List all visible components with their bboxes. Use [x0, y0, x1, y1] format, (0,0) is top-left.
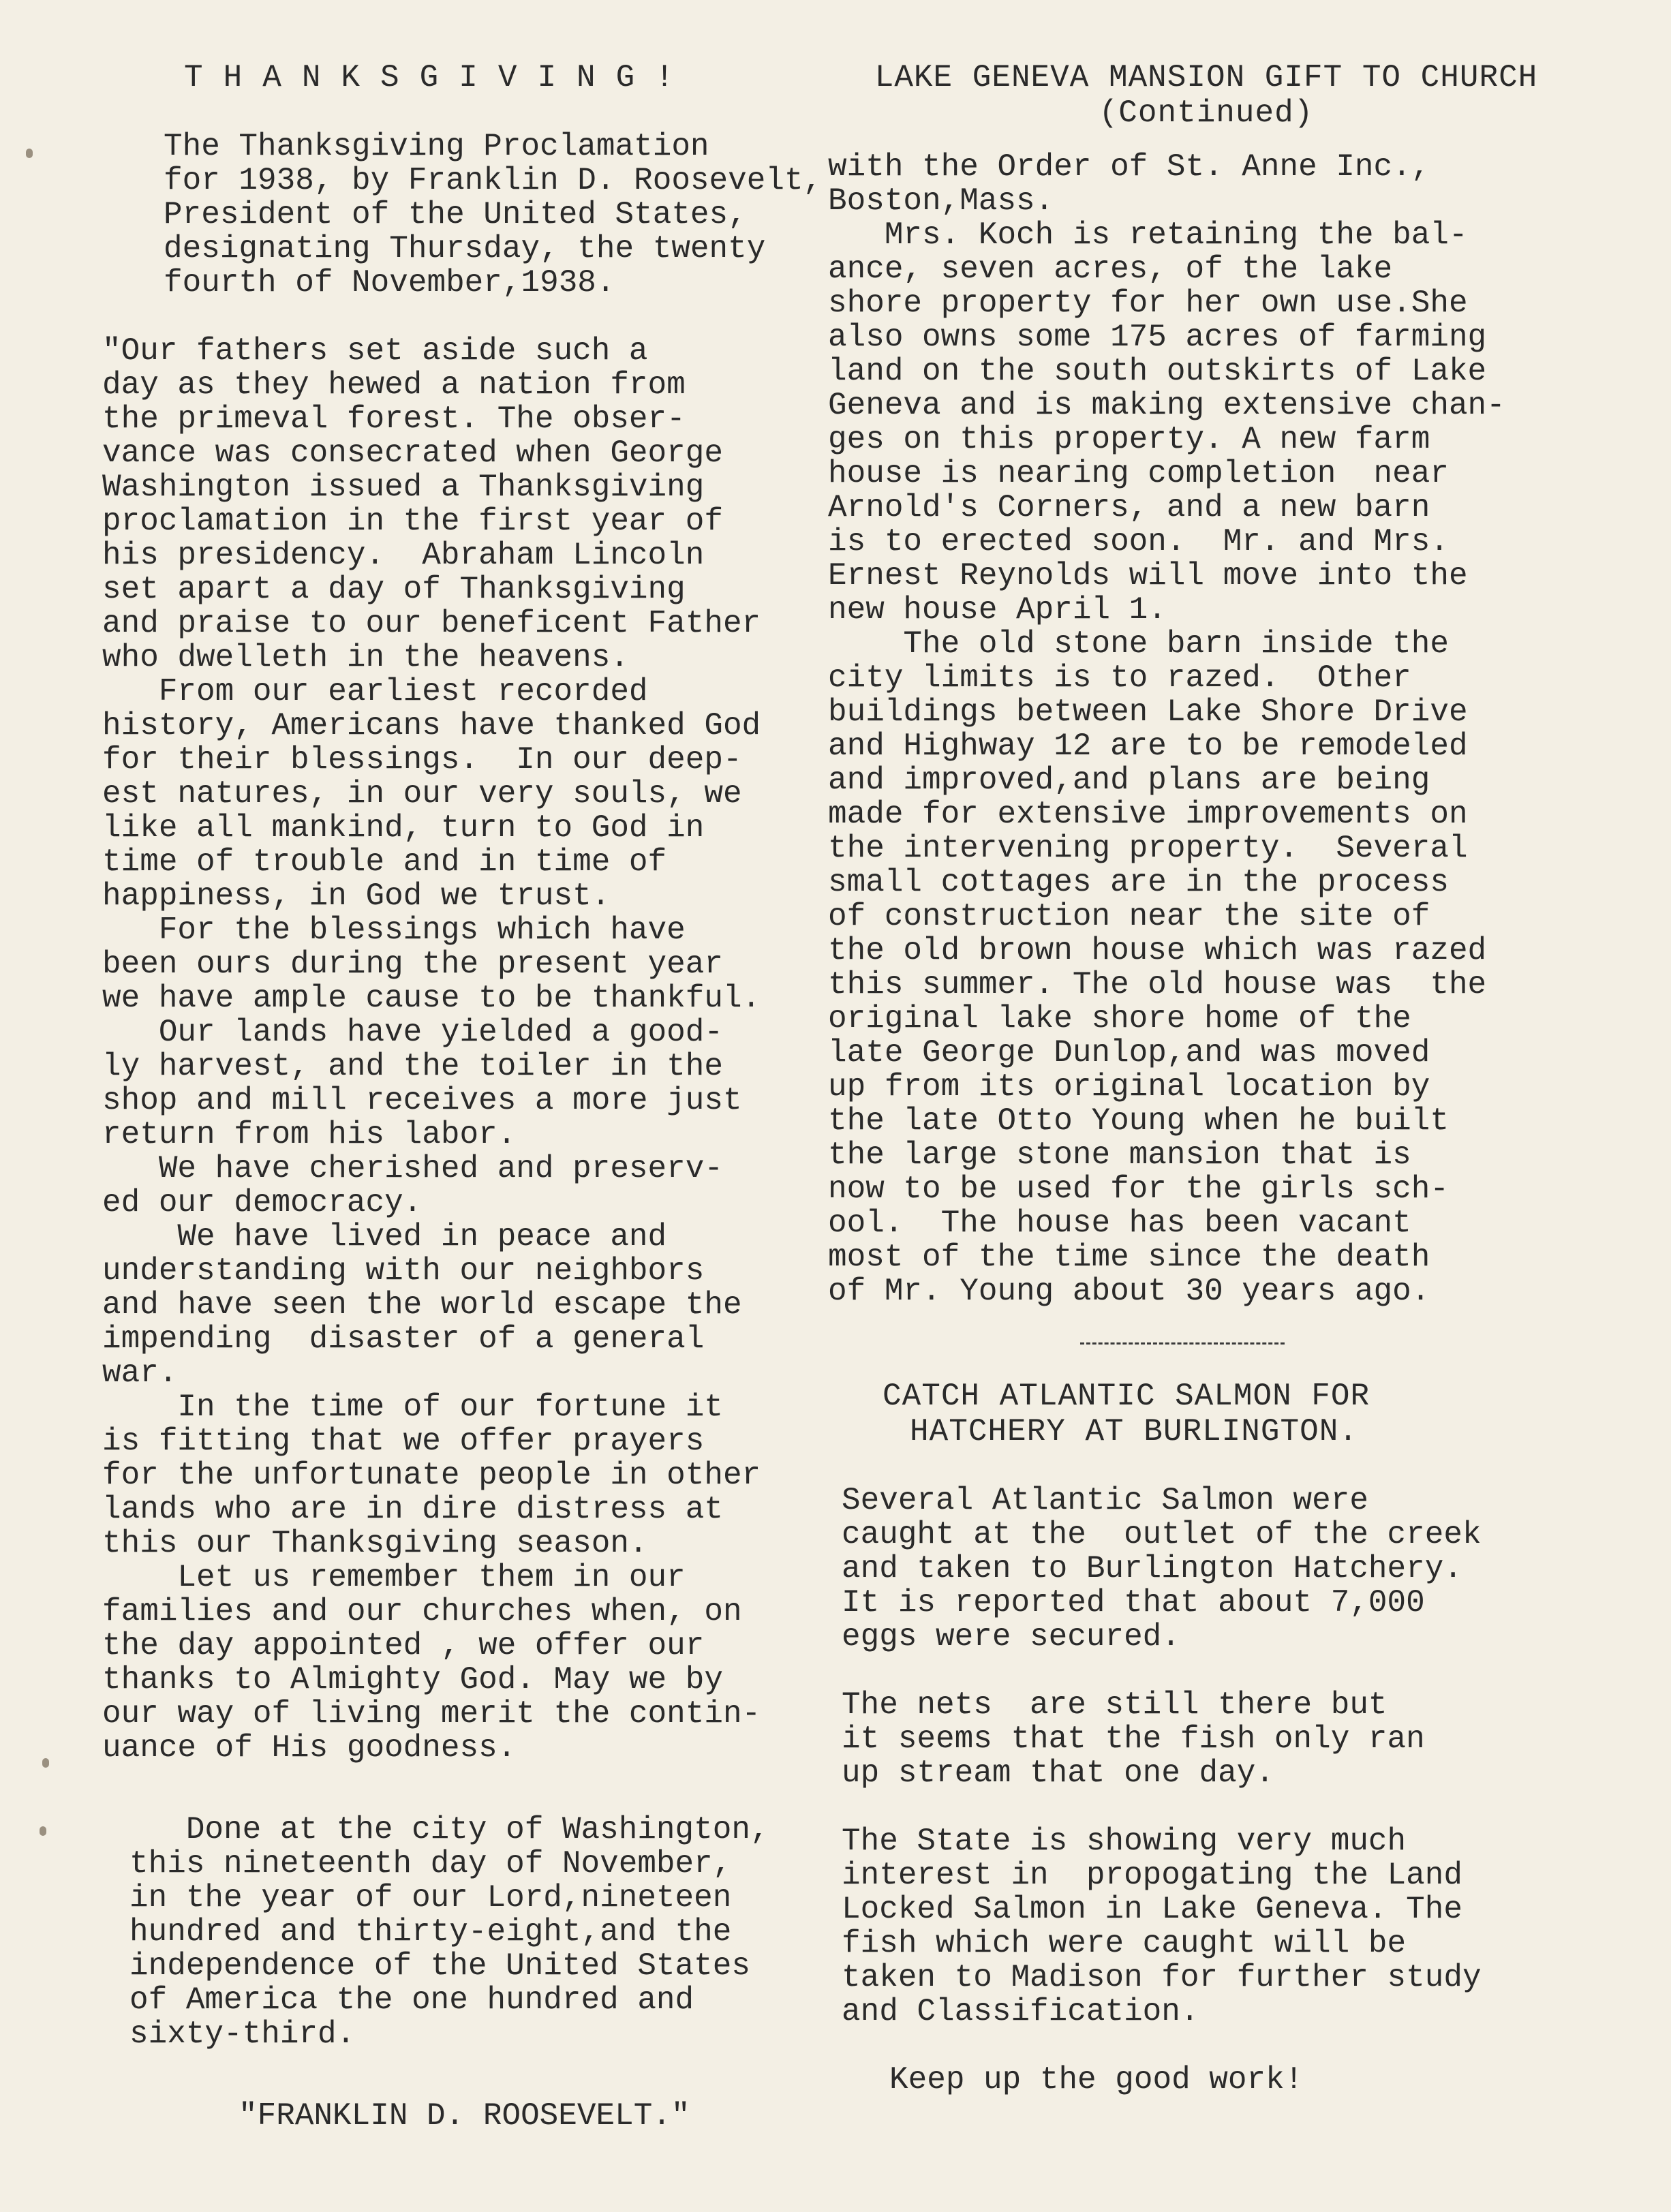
- text-line: the late Otto Young when he built: [828, 1103, 1449, 1139]
- text-line: President of the United States,: [164, 197, 747, 232]
- text-line: war.: [102, 1355, 178, 1391]
- text-line: Mrs. Koch is retaining the bal-: [828, 217, 1468, 253]
- text-line: his presidency. Abraham Lincoln: [102, 538, 705, 573]
- text-line: fish which were caught will be: [842, 1926, 1407, 1961]
- text-line: for 1938, by Franklin D. Roosevelt,: [164, 163, 823, 198]
- text-line: In the time of our fortune it: [102, 1389, 723, 1425]
- text-line: the intervening property. Several: [828, 831, 1468, 866]
- text-line: house is nearing completion near: [828, 456, 1449, 491]
- text-line: ly harvest, and the toiler in the: [102, 1049, 723, 1084]
- text-line: like all mankind, turn to God in: [102, 810, 705, 846]
- text-line: The old stone barn inside the: [828, 626, 1449, 662]
- text-line: set apart a day of Thanksgiving: [102, 572, 686, 607]
- salmon-paragraph-3: [828, 1824, 1584, 2029]
- text-line: designating Thursday, the twenty: [164, 231, 766, 266]
- text-line: in the year of our Lord,nineteen: [129, 1880, 732, 1916]
- text-line: Let us remember them in our: [102, 1560, 686, 1595]
- text-line: We have lived in peace and: [102, 1219, 667, 1255]
- text-line: ges on this property. A new farm: [828, 422, 1430, 457]
- text-line: thanks to Almighty God. May we by: [102, 1662, 723, 1698]
- text-line: new house April 1.: [828, 592, 1167, 628]
- text-line: For the blessings which have: [102, 912, 686, 948]
- text-line: for their blessings. In our deep-: [102, 742, 742, 778]
- text-line: this summer. The old house was the: [828, 967, 1487, 1002]
- text-line: land on the south outskirts of Lake: [828, 354, 1487, 389]
- text-line: buildings between Lake Shore Drive: [828, 694, 1468, 730]
- text-line: small cottages are in the process: [828, 865, 1449, 900]
- thanksgiving-title: THANKSGIVING!: [184, 60, 694, 95]
- text-line: with the Order of St. Anne Inc.,: [828, 149, 1430, 185]
- text-line: history, Americans have thanked God: [102, 708, 761, 743]
- text-line: our way of living merit the contin-: [102, 1696, 761, 1732]
- salmon-article-subtitle: HATCHERY AT BURLINGTON.: [910, 1414, 1358, 1449]
- text-line: caught at the outlet of the creek: [842, 1517, 1482, 1552]
- mansion-article-title: LAKE GENEVA MANSION GIFT TO CHURCH: [874, 60, 1538, 95]
- closing-line: Keep up the good work!: [889, 2062, 1304, 2098]
- text-line: Done at the city of Washington,: [129, 1812, 769, 1847]
- text-line: impending disaster of a general: [102, 1321, 705, 1357]
- text-line: Locked Salmon in Lake Geneva. The: [842, 1892, 1462, 1927]
- text-line: Boston,Mass.: [828, 183, 1054, 219]
- text-line: lands who are in dire distress at: [102, 1492, 723, 1527]
- text-line: Arnold's Corners, and a new barn: [828, 490, 1430, 525]
- salmon-paragraph-2: [828, 1688, 1584, 1790]
- text-line: time of trouble and in time of: [102, 844, 667, 880]
- text-line: this our Thanksgiving season.: [102, 1526, 648, 1561]
- mansion-article-body: [828, 150, 1584, 1308]
- text-line: happiness, in God we trust.: [102, 878, 611, 914]
- text-line: of construction near the site of: [828, 899, 1430, 934]
- mansion-article-continued: (Continued): [1099, 95, 1314, 131]
- text-line: also owns some 175 acres of farming: [828, 320, 1487, 355]
- text-line: up stream that one day.: [842, 1755, 1274, 1791]
- intro-block: [102, 129, 838, 300]
- text-line: who dwelleth in the heavens.: [102, 640, 629, 675]
- text-line: up from its original location by: [828, 1069, 1430, 1105]
- text-line: late George Dunlop,and was moved: [828, 1035, 1430, 1071]
- text-line: "Our fathers set aside such a: [102, 333, 648, 369]
- left-column: [102, 60, 838, 2133]
- text-line: and improved,and plans are being: [828, 763, 1430, 798]
- text-line: Washington issued a Thanksgiving: [102, 470, 705, 505]
- text-line: of Mr. Young about 30 years ago.: [828, 1274, 1430, 1309]
- text-line: city limits is to razed. Other: [828, 660, 1411, 696]
- right-column: [828, 60, 1584, 2097]
- text-line: understanding with our neighbors: [102, 1253, 705, 1289]
- salmon-article-title: CATCH ATLANTIC SALMON FOR: [883, 1379, 1370, 1414]
- text-line: shore property for her own use.She: [828, 286, 1468, 321]
- proclamation-paragraph-2: [102, 675, 838, 1765]
- proclamation-date-block: [102, 1813, 838, 2051]
- text-line: the primeval forest. The obser-: [102, 401, 686, 437]
- text-line: day as they hewed a nation from: [102, 367, 686, 403]
- text-line: ool. The house has been vacant: [828, 1205, 1411, 1241]
- text-line: been ours during the present year: [102, 947, 723, 982]
- text-line: made for extensive improvements on: [828, 797, 1468, 832]
- text-line: eggs were secured.: [842, 1619, 1180, 1655]
- text-line: We have cherished and preserv-: [102, 1151, 723, 1186]
- text-line: the day appointed , we offer our: [102, 1628, 705, 1663]
- text-line: fourth of November,1938.: [164, 265, 615, 301]
- text-line: for the unfortunate people in other: [102, 1458, 761, 1493]
- punch-hole-mark: [42, 1758, 49, 1768]
- text-line: interest in propogating the Land: [842, 1858, 1462, 1893]
- text-line: and Classification.: [842, 1994, 1199, 2029]
- text-line: hundred and thirty-eight,and the: [129, 1914, 732, 1950]
- text-line: and have seen the world escape the: [102, 1287, 742, 1323]
- salmon-paragraph-1: [828, 1484, 1584, 1654]
- text-line: the old brown house which was razed: [828, 933, 1487, 968]
- text-line: of America the one hundred and: [129, 1982, 694, 2018]
- text-line: now to be used for the girls sch-: [828, 1171, 1449, 1207]
- proclamation-paragraph-1: [102, 334, 838, 675]
- text-line: Ernest Reynolds will move into the: [828, 558, 1468, 594]
- text-line: Several Atlantic Salmon were: [842, 1483, 1368, 1518]
- text-line: Our lands have yielded a good-: [102, 1015, 723, 1050]
- text-line: sixty-third.: [129, 2016, 356, 2052]
- text-line: Geneva and is making extensive chan-: [828, 388, 1505, 423]
- text-line: return from his labor.: [102, 1117, 517, 1152]
- text-line: is to erected soon. Mr. and Mrs.: [828, 524, 1449, 559]
- text-line: taken to Madison for further study: [842, 1960, 1482, 1995]
- text-line: independence of the United States: [129, 1948, 750, 1984]
- text-line: families and our churches when, on: [102, 1594, 742, 1629]
- text-line: the large stone mansion that is: [828, 1137, 1411, 1173]
- text-line: uance of His goodness.: [102, 1730, 517, 1766]
- text-line: and praise to our beneficent Father: [102, 606, 761, 641]
- text-line: original lake shore home of the: [828, 1001, 1411, 1036]
- text-line: The Thanksgiving Proclamation: [164, 129, 709, 164]
- text-line: most of the time since the death: [828, 1240, 1430, 1275]
- text-line: proclamation in the first year of: [102, 504, 723, 539]
- text-line: it seems that the fish only ran: [842, 1721, 1425, 1757]
- text-line: The State is showing very much: [842, 1824, 1407, 1859]
- text-line: we have ample cause to be thankful.: [102, 981, 761, 1016]
- text-line: The nets are still there but: [842, 1687, 1388, 1723]
- punch-hole-mark: [26, 149, 33, 158]
- text-line: ance, seven acres, of the lake: [828, 251, 1393, 287]
- text-line: and Highway 12 are to be remodeled: [828, 728, 1468, 764]
- signature: "FRANKLIN D. ROOSEVELT.": [239, 2098, 690, 2134]
- text-line: shop and mill receives a more just: [102, 1083, 742, 1118]
- text-line: From our earliest recorded: [102, 674, 648, 709]
- text-line: est natures, in our very souls, we: [102, 776, 742, 812]
- text-line: is fitting that we offer prayers: [102, 1424, 705, 1459]
- text-line: ed our democracy.: [102, 1185, 423, 1220]
- text-line: and taken to Burlington Hatchery.: [842, 1551, 1462, 1586]
- text-line: It is reported that about 7,000: [842, 1585, 1425, 1620]
- text-line: this nineteenth day of November,: [129, 1846, 732, 1881]
- text-line: vance was consecrated when George: [102, 435, 723, 471]
- punch-hole-mark: [40, 1826, 46, 1836]
